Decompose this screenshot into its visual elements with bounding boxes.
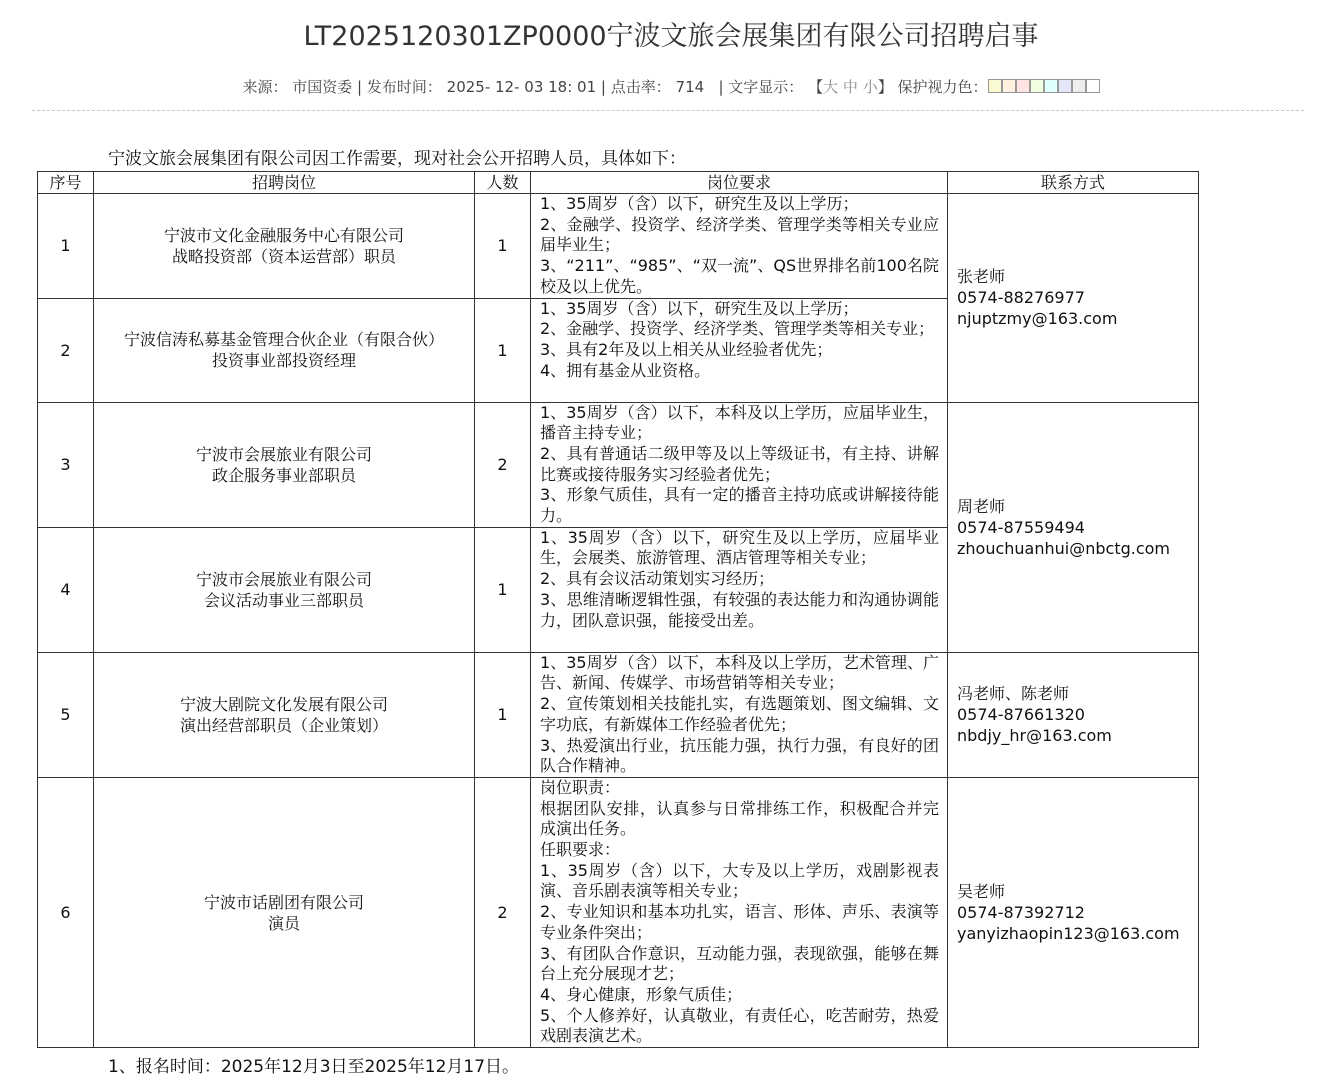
table-header-row [38, 172, 1199, 194]
row-count: 2 [475, 402, 531, 527]
eye-color-swatch[interactable] [1002, 79, 1016, 93]
eye-color-label: 保护视力色： [897, 78, 988, 96]
article-meta [0, 76, 1342, 97]
eye-color-swatch[interactable] [1016, 79, 1030, 93]
row-position: 宁波市会展旅业有限公司 政企服务事业部职员 [94, 402, 475, 527]
table-row [38, 777, 1199, 1047]
text-size-medium-link[interactable]: 中 [842, 78, 858, 96]
source-label: 来源： [242, 78, 288, 96]
contact-phone: 0574-87559494 [957, 517, 1085, 537]
row-contact [948, 194, 1199, 403]
clicks-label: | 点击率： [600, 78, 671, 96]
contact-phone: 0574-87661320 [957, 705, 1085, 725]
header-contact: 联系方式 [948, 172, 1199, 194]
row-requirements: 1、35周岁（含）以下，研究生及以上学历，应届毕业生，会展类、旅游管理、酒店管理等相关专业； 2、具有会议活动策划实习经历； 3、思维清晰逻辑性强，有较强的表达能力和沟通协调能力，团队意识强，能接受出差。 [531, 527, 948, 652]
contact-phone: 0574-88276977 [957, 288, 1085, 308]
text-size-large-link[interactable]: 大 [823, 78, 839, 96]
contact-name: 冯老师、陈老师 [957, 684, 1070, 704]
row-position: 宁波大剧院文化发展有限公司 演出经营部职员（企业策划） [94, 652, 475, 777]
eye-color-swatch[interactable] [1058, 79, 1072, 93]
row-position: 宁波市话剧团有限公司 演员 [94, 777, 475, 1047]
text-size-switcher: 【大 中 小】 [808, 78, 893, 96]
row-requirements: 岗位职责： 根据团队安排，认真参与日常排练工作，积极配合并完成演出任务。 任职要求： 1、35周岁（含）以下，大专及以上学历，戏剧影视表演、音乐剧表演等相关专业； 2、专业知识和基本功扎实，语言、形体、声乐、表演等专业条件突出； 3、有团队合作意识，互动能力强，表现欲强，能够在舞台上充分展现才艺； 4、身心健康，形象气质佳； 5、个人修养好，认真敬业，有责任心，吃苦耐劳，热爱戏剧表演艺术。 [531, 777, 948, 1047]
row-contact [948, 402, 1199, 652]
row-requirements: 1、35周岁（含）以下，本科及以上学历，艺术管理、广告、新闻、传媒学、市场营销等相关专业； 2、宣传策划相关技能扎实，有选题策划、图文编辑、文字功底，有新媒体工作经验者优先； 3、热爱演出行业，抗压能力强，执行力强，有良好的团队合作精神。 [531, 652, 948, 777]
eye-color-swatch[interactable] [1086, 79, 1100, 93]
row-no: 6 [38, 777, 94, 1047]
contact-email: nbdjy_hr@163.com [957, 726, 1112, 746]
row-no: 1 [38, 194, 94, 299]
table-row [38, 194, 1199, 299]
contact-phone: 0574-87392712 [957, 903, 1085, 923]
row-no: 3 [38, 402, 94, 527]
table-row [38, 402, 1199, 527]
header-count: 人数 [475, 172, 531, 194]
text-size-label: | 文字显示： [718, 78, 804, 96]
header-no: 序号 [38, 172, 94, 194]
row-requirements: 1、35周岁（含）以下，研究生及以上学历； 2、金融学、投资学、经济学类、管理学类等相关专业； 3、具有2年及以上相关从业经验者优先； 4、拥有基金从业资格。 [531, 298, 948, 402]
table-row [38, 652, 1199, 777]
row-requirements: 1、35周岁（含）以下，本科及以上学历，应届毕业生，播音主持专业； 2、具有普通话二级甲等及以上等级证书，有主持、讲解比赛或接待服务实习经验者优先； 3、形象气质佳，具有一定的播音主持功底或讲解接待能力。 [531, 402, 948, 527]
header-divider [32, 110, 1304, 111]
eye-color-swatch[interactable] [1072, 79, 1086, 93]
contact-email: yanyizhaopin123@163.com [957, 924, 1180, 944]
header-position: 招聘岗位 [94, 172, 475, 194]
contact-name: 张老师 [957, 267, 1006, 287]
row-contact [948, 777, 1199, 1047]
row-position: 宁波市文化金融服务中心有限公司 战略投资部（资本运营部）职员 [94, 194, 475, 299]
row-count: 1 [475, 527, 531, 652]
publish-time: 2025- 12- 03 18: 01 [446, 78, 597, 96]
publish-label: | 发布时间： [357, 78, 442, 96]
row-contact [948, 652, 1199, 777]
eye-color-swatch[interactable] [988, 79, 1002, 93]
contact-name: 周老师 [957, 496, 1006, 516]
job-table [37, 171, 1199, 1048]
page-title: LT2025120301ZP0000宁波文旅会展集团有限公司招聘启事 [303, 21, 1039, 52]
row-no: 4 [38, 527, 94, 652]
row-position: 宁波市会展旅业有限公司 会议活动事业三部职员 [94, 527, 475, 652]
row-count: 1 [475, 298, 531, 402]
source-value: 市国资委 [292, 78, 353, 96]
intro-text: 宁波文旅会展集团有限公司因工作需要，现对社会公开招聘人员，具体如下： [108, 149, 686, 169]
row-count: 1 [475, 652, 531, 777]
contact-email: zhouchuanhui@nbctg.com [957, 538, 1170, 558]
contact-email: njuptzmy@163.com [957, 309, 1118, 329]
text-size-small-link[interactable]: 小 [862, 78, 878, 96]
eye-color-swatches [988, 78, 1100, 96]
row-position: 宁波信涛私募基金管理合伙企业（有限合伙） 投资事业部投资经理 [94, 298, 475, 402]
eye-color-swatch[interactable] [1044, 79, 1058, 93]
row-no: 2 [38, 298, 94, 402]
row-no: 5 [38, 652, 94, 777]
signup-period-text: 1、报名时间：2025年12月3日至2025年12月17日。 [108, 1057, 520, 1077]
header-requirements: 岗位要求 [531, 172, 948, 194]
row-requirements: 1、35周岁（含）以下，研究生及以上学历； 2、金融学、投资学、经济学类、管理学类等相关专业应届毕业生； 3、“211”、“985”、“双一流”、QS世界排名前100名院校及以上优先。 [531, 194, 948, 299]
row-count: 2 [475, 777, 531, 1047]
contact-name: 吴老师 [957, 882, 1006, 902]
clicks-value: 714 [675, 78, 705, 96]
row-count: 1 [475, 194, 531, 299]
eye-color-swatch[interactable] [1030, 79, 1044, 93]
